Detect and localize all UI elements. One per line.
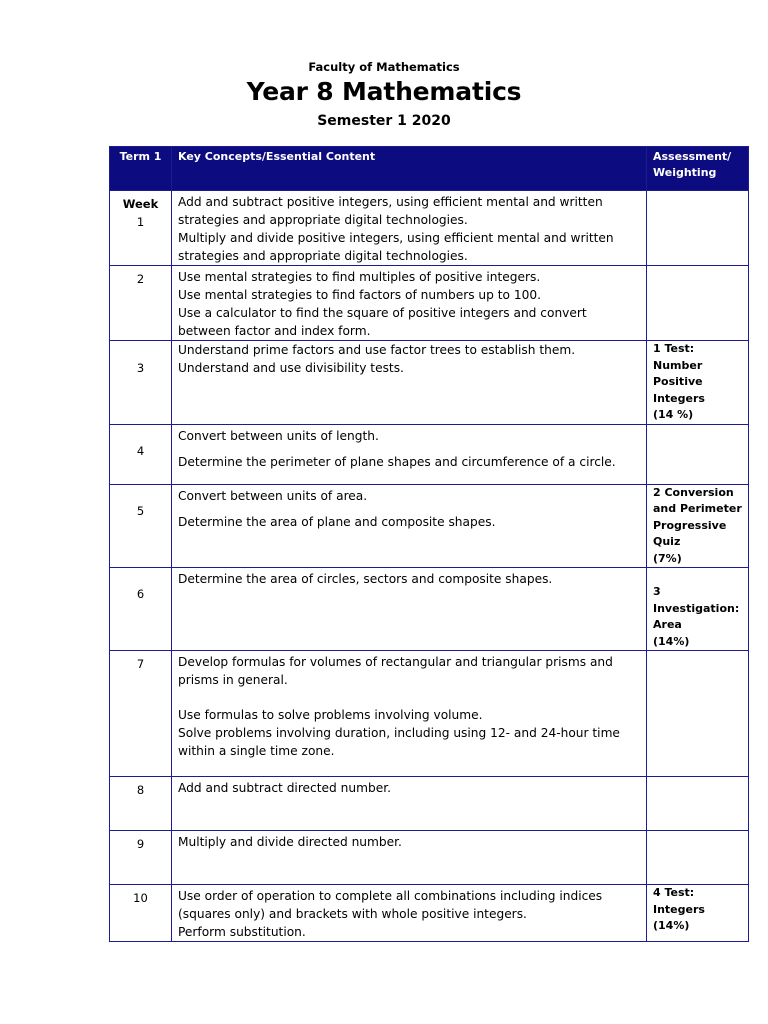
table-row [110, 651, 749, 777]
assessment-line: and Perimeter [653, 502, 742, 515]
assessment-line: (14 %) [653, 408, 694, 421]
assessment-header-line: Weighting [653, 166, 717, 179]
week-label: Week [122, 197, 159, 211]
assessment-cell [647, 885, 749, 942]
content-cell [172, 777, 647, 831]
table-row [110, 484, 749, 568]
content-line: Convert between units of area. [178, 488, 368, 503]
content-line: Use a calculator to find the square of positive integers and convert between factor and index form. [178, 306, 587, 338]
table-row [110, 424, 749, 484]
assessment-line: Integers [653, 902, 705, 916]
assessment-line: Progressive [653, 518, 727, 532]
assessment-line: Area [653, 618, 682, 631]
content-line: Use mental strategies to find multiples of positive integers. [178, 270, 541, 284]
assessment-line: Number [653, 358, 703, 372]
assessment-line: Quiz [653, 535, 681, 548]
assessment-column-header [647, 147, 749, 191]
week-number: 3 [136, 361, 145, 375]
content-line: Add and subtract positive integers, using efficient mental and written strategies and appropriate digital technologies. [178, 195, 603, 227]
week-number: 5 [136, 503, 145, 518]
week-cell [110, 191, 172, 266]
assessment-cell [647, 777, 749, 831]
content-cell [172, 568, 647, 651]
table-header-row [110, 147, 749, 191]
week-cell [110, 568, 172, 651]
assessment-line: 4 Test: [653, 886, 695, 899]
week-number: 8 [136, 783, 145, 797]
table-row [110, 341, 749, 425]
week-cell [110, 266, 172, 341]
week-cell [110, 831, 172, 885]
assessment-line: (14%) [653, 919, 690, 932]
document-title: Year 8 Mathematics [246, 77, 522, 106]
week-number: 6 [136, 587, 145, 601]
assessment-line: 2 Conversion [653, 485, 734, 499]
content-cell [172, 191, 647, 266]
content-line: Use order of operation to complete all combinations including indices (squares only) and brackets with whole positive integers. [178, 889, 603, 921]
content-line: Multiply and divide directed number. [178, 835, 402, 849]
term-column-header: Term 1 [110, 147, 172, 191]
semester-label: Semester 1 2020 [317, 113, 451, 129]
term-plan-table [109, 146, 749, 942]
content-line: Convert between units of length. [178, 428, 379, 443]
content-line: Determine the area of plane and composite shapes. [178, 514, 496, 529]
content-cell [172, 484, 647, 568]
content-line: Use formulas to solve problems involving volume. [178, 708, 483, 722]
assessment-cell [647, 568, 749, 651]
content-cell [172, 424, 647, 484]
assessment-line: 3 [653, 585, 661, 598]
faculty-name: Faculty of Mathematics [308, 60, 460, 74]
table-row [110, 191, 749, 266]
content-line: Perform substitution. [178, 925, 306, 939]
content-line: Multiply and divide positive integers, using efficient mental and written strategies and appropriate digital technologies. [178, 231, 614, 263]
content-cell [172, 885, 647, 942]
content-line: Develop formulas for volumes of rectangular and triangular prisms and prisms in general. [178, 655, 613, 687]
assessment-line: Positive [653, 375, 703, 388]
assessment-line: Integers [653, 391, 705, 405]
content-line: Understand prime factors and use factor trees to establish them. [178, 343, 576, 357]
week-cell [110, 885, 172, 942]
week-cell [110, 777, 172, 831]
table-row [110, 777, 749, 831]
assessment-cell [647, 191, 749, 266]
week-number: 10 [133, 891, 148, 905]
table-row [110, 831, 749, 885]
assessment-header-line: Assessment/ [653, 150, 732, 163]
content-line: Understand and use divisibility tests. [178, 361, 404, 375]
week-cell [110, 484, 172, 568]
content-cell [172, 266, 647, 341]
content-line: Solve problems involving duration, including using 12- and 24-hour time within a single time zone. [178, 726, 620, 758]
assessment-cell [647, 341, 749, 425]
assessment-cell [647, 831, 749, 885]
week-cell [110, 424, 172, 484]
table-row [110, 266, 749, 341]
week-number: 2 [136, 272, 145, 286]
assessment-line: Investigation: [653, 601, 740, 615]
week-number: 9 [136, 837, 145, 851]
assessment-cell [647, 266, 749, 341]
week-number: 1 [136, 215, 145, 229]
content-line: Use mental strategies to find factors of numbers up to 100. [178, 288, 542, 302]
week-number: 7 [136, 657, 145, 671]
content-line: Add and subtract directed number. [178, 781, 391, 795]
content-cell [172, 651, 647, 777]
assessment-cell [647, 424, 749, 484]
assessment-cell [647, 484, 749, 568]
concepts-column-header: Key Concepts/Essential Content [172, 147, 647, 191]
content-line: Determine the area of circles, sectors and composite shapes. [178, 572, 553, 586]
assessment-line: (14%) [653, 634, 690, 648]
table-row [110, 885, 749, 942]
week-cell [110, 341, 172, 425]
content-line: Determine the perimeter of plane shapes and circumference of a circle. [178, 454, 616, 469]
assessment-line: 1 Test: [653, 342, 695, 355]
table-row [110, 568, 749, 651]
content-cell [172, 831, 647, 885]
assessment-line: (7%) [653, 551, 682, 565]
content-cell [172, 341, 647, 425]
week-cell [110, 651, 172, 777]
week-number: 4 [136, 443, 145, 458]
assessment-cell [647, 651, 749, 777]
